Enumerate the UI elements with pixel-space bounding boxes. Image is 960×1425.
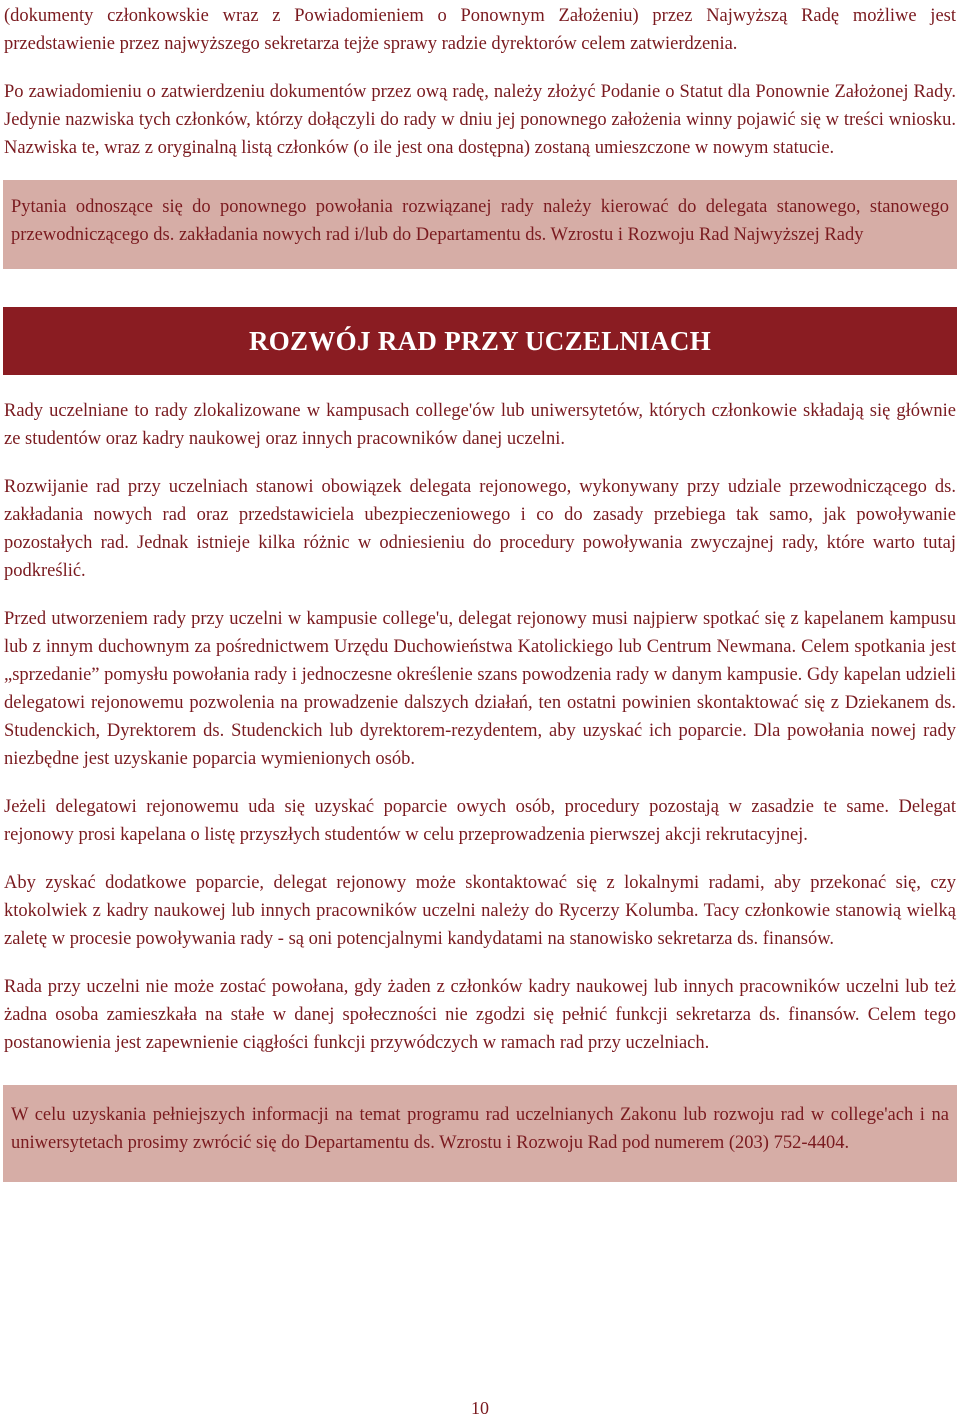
intro-section	[0, 0, 960, 162]
page-number: 10	[471, 1398, 489, 1418]
body-paragraph: Jeżeli delegatowi rejonowemu uda się uzyskać poparcie owych osób, procedury pozostają w zasadzie te same. Delegat rejonowy prosi kapelana o listę przyszłych studentów w celu przeprowadzenia pierwszej akcji rekrutacyjnej.	[4, 797, 956, 845]
section-banner	[3, 307, 957, 375]
intro-paragraph-1: (dokumenty członkowskie wraz z Powiadomieniem o Ponownym Założeniu) przez Najwyższą Radę możliwe jest przedstawienie przez najwyższego sekretarza tejże sprawy radzie dyrektorów celem zatwierdzenia.	[4, 6, 956, 54]
body-paragraph: Przed utworzeniem rady przy uczelni w kampusie college'u, delegat rejonowy musi najpierw spotkać się z kapelanem kampusu lub z innym duchownym za pośrednictwem Urzędu Duchowieństwa Katolickiego lub Centrum Newmana. Celem spotkania jest „sprzedanie” pomysłu powołania rady i jednoczesne określenie szans powodzenia rady w danym kampusie. Gdy kapelan udzieli delegatowi rejonowemu pozwolenia na prowadzenie dalszych działań, ten ostatni powinien skontaktować się z Dziekanem ds. Studenckich, Dyrektorem ds. Studenckich lub dyrektorem-rezydentem, aby uzyskać ich poparcie. Dla powołania nowej rady niezbędne jest uzyskanie poparcia wymienionych osób.	[4, 609, 956, 769]
body-paragraph: Rady uczelniane to rady zlokalizowane w kampusach college'ów lub uniwersytetów, których członkowie składają się głównie ze studentów oraz kadry naukowej oraz innych pracowników danej uczelni.	[4, 401, 956, 449]
section-title: ROZWÓJ RAD PRZY UCZELNIACH	[248, 325, 712, 356]
body-paragraph: Rozwijanie rad przy uczelniach stanowi obowiązek delegata rejonowego, wykonywany przy udziale przewodniczącego ds. zakładania nowych rad oraz przedstawiciela ubezpieczeniowego i co do zasady przebiega tak samo, jak powoływanie pozostałych rad. Jednak istnieje kilka różnic w odniesieniu do procedury powoływania zwyczajnej rady, które warto tutaj podkreślić.	[4, 477, 956, 581]
contact-box-text: W celu uzyskania pełniejszych informacji na temat programu rad uczelnianych Zakonu lub rozwoju rad w college'ach i na uniwersytetach prosimy zwrócić się do Departamentu ds. Wzrostu i Rozwoju Rad pod numerem (203) 752-4404.	[11, 1105, 949, 1153]
body-paragraph: Rada przy uczelni nie może zostać powołana, gdy żaden z członków kadry naukowej lub innych pracowników uczelni lub też żadna osoba zamieszkała na stałe w danej społeczności nie zgodzi się pełnić funkcji sekretarza ds. finansów. Celem tego postanowienia jest zapewnienie ciągłości funkcji przywódczych w ramach rad przy uczelniach.	[4, 977, 956, 1053]
note-box	[3, 180, 957, 269]
contact-box	[3, 1085, 957, 1182]
intro-paragraph-2: Po zawiadomieniu o zatwierdzeniu dokumentów przez ową radę, należy złożyć Podanie o Statut dla Ponownie Założonej Rady. Jedynie nazwiska tych członków, którzy dołączyli do rady w dniu jej ponownego założenia winny pojawić się w treści wniosku. Nazwiska te, wraz z oryginalną listą członków (o ile jest ona dostępna) zostaną umieszczone w nowym statucie.	[4, 82, 956, 158]
note-box-text: Pytania odnoszące się do ponownego powołania rozwiązanej rady należy kierować do delegata stanowego, stanowego przewodniczącego ds. zakładania nowych rad i/lub do Departamentu ds. Wzrostu i Rozwoju Rad Najwyższej Rady	[11, 197, 949, 245]
section-body	[0, 397, 960, 1057]
body-paragraph: Aby zyskać dodatkowe poparcie, delegat rejonowy może skontaktować się z lokalnymi radami, aby przekonać się, czy ktokolwiek z kadry naukowej lub innych pracowników uczelni należy do Rycerzy Kolumba. Tacy członkowie stanowią wielką zaletę w procesie powoływania rady - są oni potencjalnymi kandydatami na stanowisko sekretarza ds. finansów.	[4, 873, 956, 949]
